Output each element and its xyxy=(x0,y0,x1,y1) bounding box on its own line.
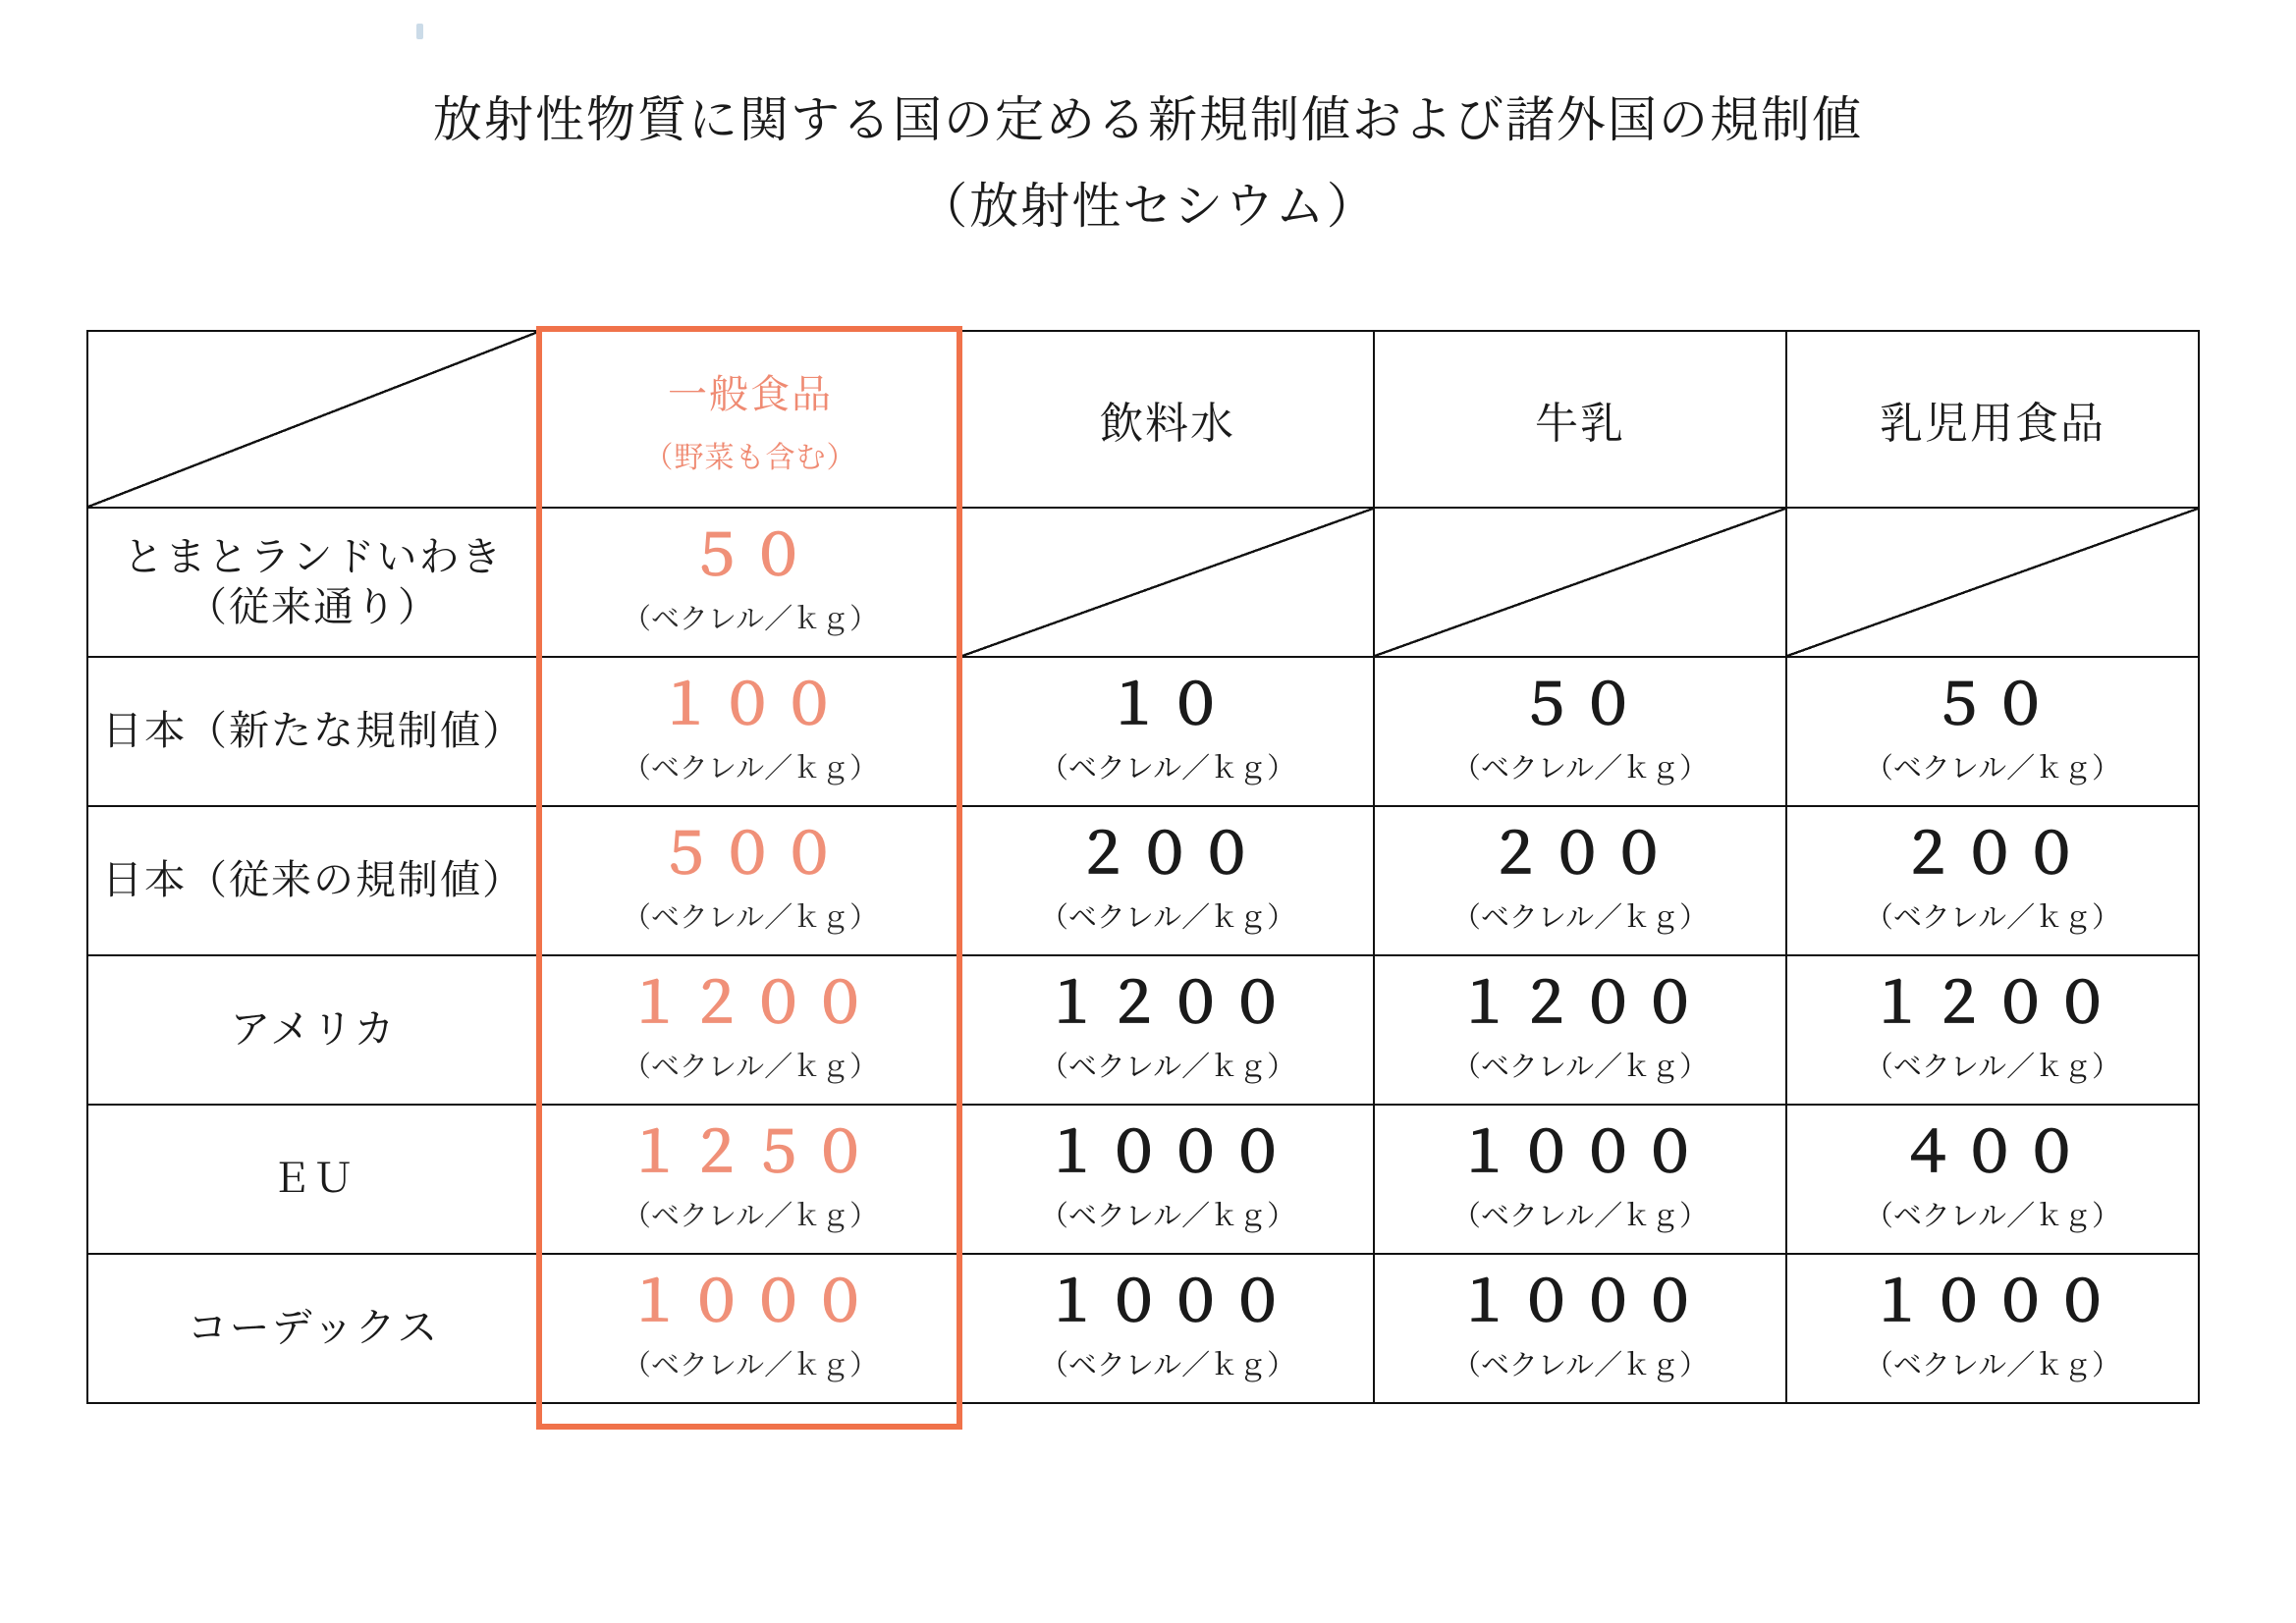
cell-value: １２００ xyxy=(1044,971,1291,1035)
scan-artifact xyxy=(416,24,423,39)
cell-unit: （ベクレル／ｋｇ） xyxy=(1039,902,1296,935)
cell-unit: （ベクレル／ｋｇ） xyxy=(1039,1201,1296,1233)
table-row xyxy=(87,508,2199,657)
row-label-text: コーデックス xyxy=(187,1305,440,1351)
cell-value: ４００ xyxy=(1899,1120,2086,1184)
document-title-block xyxy=(0,90,2296,236)
column-header-infant-food xyxy=(1786,331,2199,508)
cell-japan-new-general-food xyxy=(539,657,961,806)
row-label-codex xyxy=(87,1254,539,1403)
cell-value: １０００ xyxy=(1456,1120,1704,1184)
column-header-general-food-label: 一般食品 xyxy=(668,371,833,416)
cell-japan-old-milk xyxy=(1374,806,1786,955)
row-label-usa xyxy=(87,955,539,1105)
column-header-milk xyxy=(1374,331,1786,508)
row-label-text: アメリカ xyxy=(230,1006,397,1053)
cell-value: １０００ xyxy=(1869,1270,2116,1333)
cell-unit: （ベクレル／ｋｇ） xyxy=(622,1052,879,1084)
corner-cell xyxy=(87,331,539,508)
cell-eu-drinking-water xyxy=(961,1105,1374,1254)
column-header-drinking-water-label: 飲料水 xyxy=(1100,400,1235,448)
column-header-infant-food-label: 乳児用食品 xyxy=(1880,400,2105,448)
cell-value: ２００ xyxy=(1074,822,1261,886)
cell-value: １０００ xyxy=(1044,1270,1291,1333)
cell-unit: （ベクレル／ｋｇ） xyxy=(1451,1052,1709,1084)
document-title: 放射性物質に関する国の定める新規制値および諸外国の規制値 xyxy=(433,92,1863,147)
cell-value: ２００ xyxy=(1487,822,1673,886)
cell-unit: （ベクレル／ｋｇ） xyxy=(1864,753,2121,785)
table-row xyxy=(87,1254,2199,1403)
cell-unit: （ベクレル／ｋｇ） xyxy=(1039,753,1296,785)
cell-japan-new-milk xyxy=(1374,657,1786,806)
cell-japan-new-drinking-water xyxy=(961,657,1374,806)
cell-unit: （ベクレル／ｋｇ） xyxy=(622,604,879,636)
row-label-japan-old xyxy=(87,806,539,955)
cell-unit: （ベクレル／ｋｇ） xyxy=(1864,1201,2121,1233)
row-label-tomatoland-iwaki xyxy=(87,508,539,657)
cell-japan-old-infant-food xyxy=(1786,806,2199,955)
cell-unit: （ベクレル／ｋｇ） xyxy=(1864,1350,2121,1382)
cell-unit: （ベクレル／ｋｇ） xyxy=(1864,902,2121,935)
cell-value: １００ xyxy=(657,673,844,736)
cell-value: ２００ xyxy=(1899,822,2086,886)
cell-usa-milk xyxy=(1374,955,1786,1105)
cell-value: １２００ xyxy=(1456,971,1704,1035)
cell-codex-general-food xyxy=(539,1254,961,1403)
cell-unit: （ベクレル／ｋｇ） xyxy=(1451,1201,1709,1233)
cell-value: １２００ xyxy=(627,971,874,1035)
cell-tomatoland-infant-food-empty xyxy=(1786,508,2199,657)
cell-value: ５０ xyxy=(1518,673,1642,736)
row-label-note: （従来通り） xyxy=(187,584,440,629)
cell-value: １２００ xyxy=(1869,971,2116,1035)
cell-value: ５０ xyxy=(688,523,812,587)
cell-value: １２５０ xyxy=(627,1120,874,1184)
row-label-eu xyxy=(87,1105,539,1254)
cell-unit: （ベクレル／ｋｇ） xyxy=(1864,1052,2121,1084)
cell-usa-general-food xyxy=(539,955,961,1105)
cell-value: １０ xyxy=(1106,673,1230,736)
cell-eu-infant-food xyxy=(1786,1105,2199,1254)
table-row xyxy=(87,955,2199,1105)
cell-unit: （ベクレル／ｋｇ） xyxy=(622,1350,879,1382)
cell-eu-general-food xyxy=(539,1105,961,1254)
cell-unit: （ベクレル／ｋｇ） xyxy=(1451,753,1709,785)
cell-unit: （ベクレル／ｋｇ） xyxy=(1451,1350,1709,1382)
cell-unit: （ベクレル／ｋｇ） xyxy=(622,753,879,785)
cell-tomatoland-milk-empty xyxy=(1374,508,1786,657)
row-label-text: ＥＵ xyxy=(271,1156,355,1202)
row-label-text: とまとランドいわき xyxy=(123,533,504,579)
cell-unit: （ベクレル／ｋｇ） xyxy=(622,902,879,935)
cell-usa-infant-food xyxy=(1786,955,2199,1105)
document-subtitle: （放射性セシウム） xyxy=(918,179,1378,234)
cell-value: ５００ xyxy=(657,822,844,886)
column-header-general-food-note: （野菜も含む） xyxy=(643,441,857,474)
cell-codex-drinking-water xyxy=(961,1254,1374,1403)
table-row xyxy=(87,806,2199,955)
column-header-drinking-water xyxy=(961,331,1374,508)
cell-japan-old-general-food xyxy=(539,806,961,955)
cell-value: ５０ xyxy=(1931,673,2054,736)
column-header-milk-label: 牛乳 xyxy=(1535,400,1625,448)
cell-codex-milk xyxy=(1374,1254,1786,1403)
cell-unit: （ベクレル／ｋｇ） xyxy=(1039,1350,1296,1382)
column-header-general-food xyxy=(539,331,961,508)
regulation-table-wrapper xyxy=(86,330,2198,1404)
cell-unit: （ベクレル／ｋｇ） xyxy=(1039,1052,1296,1084)
cell-japan-new-infant-food xyxy=(1786,657,2199,806)
cell-unit: （ベクレル／ｋｇ） xyxy=(1451,902,1709,935)
cell-usa-drinking-water xyxy=(961,955,1374,1105)
cell-eu-milk xyxy=(1374,1105,1786,1254)
regulation-table xyxy=(86,330,2200,1404)
cell-tomatoland-general-food xyxy=(539,508,961,657)
cell-value: １０００ xyxy=(1044,1120,1291,1184)
table-row xyxy=(87,657,2199,806)
cell-tomatoland-drinking-water-empty xyxy=(961,508,1374,657)
cell-japan-old-drinking-water xyxy=(961,806,1374,955)
cell-unit: （ベクレル／ｋｇ） xyxy=(622,1201,879,1233)
table-row xyxy=(87,1105,2199,1254)
row-label-text: 日本（従来の規制値） xyxy=(102,857,524,903)
table-header-row xyxy=(87,331,2199,508)
cell-value: １０００ xyxy=(1456,1270,1704,1333)
row-label-text: 日本（新たな規制値） xyxy=(102,708,524,754)
row-label-japan-new xyxy=(87,657,539,806)
cell-codex-infant-food xyxy=(1786,1254,2199,1403)
cell-value: １０００ xyxy=(627,1270,874,1333)
